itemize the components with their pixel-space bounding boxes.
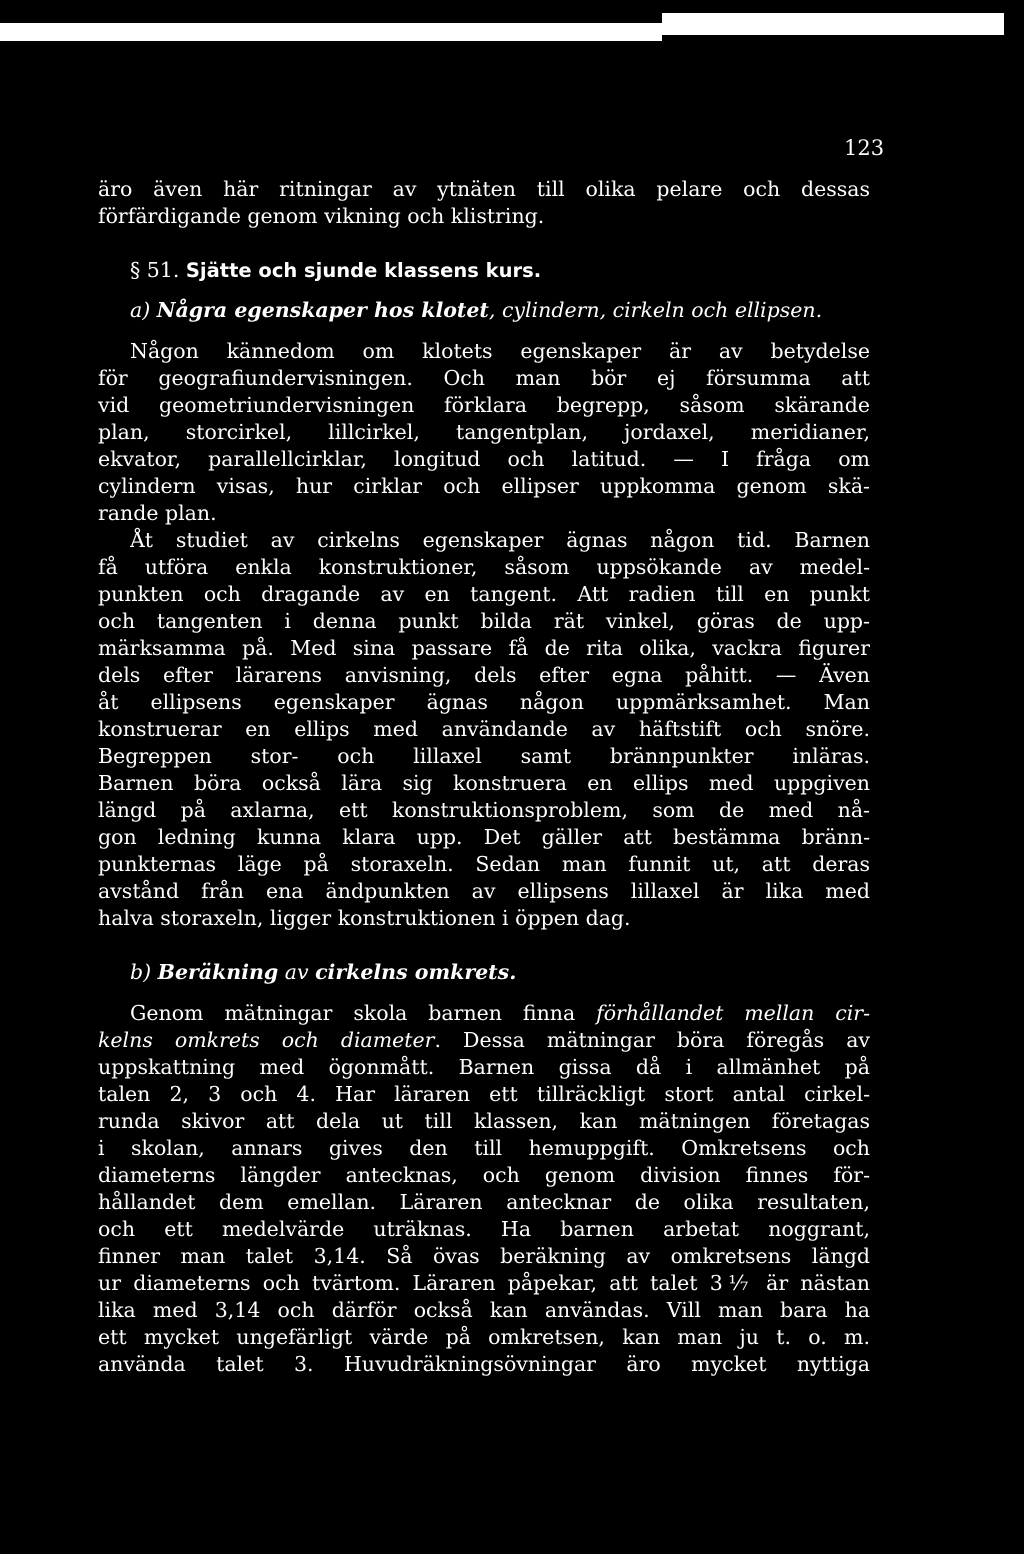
text-line (98, 743, 870, 770)
text-line (98, 365, 870, 392)
text-line (98, 797, 870, 824)
text-segment: ett mycket ungefärligt värde på omkretsen, kan man ju t. o. m. (98, 1325, 870, 1349)
text-segment: märksamma på. Med sina passare få de rita olika, vackra figurer (98, 636, 870, 660)
text-line (98, 905, 870, 932)
text-segment: för geografiundervisningen. Och man bör ej försumma att (98, 366, 870, 390)
text-line (98, 500, 870, 527)
text-segment: Sjätte och sjunde klassens kurs. (185, 259, 542, 282)
scan-border-right (662, 13, 1004, 35)
text-line (98, 824, 870, 851)
text-segment: uppskattning med ögonmått. Barnen gissa då i allmänhet på (98, 1055, 870, 1079)
text-line (98, 1135, 870, 1162)
text-line (98, 176, 870, 203)
text-segment: Någon kännedom om klotets egenskaper är av betydelse (130, 339, 870, 363)
text-line (98, 608, 870, 635)
text-line (98, 1081, 870, 1108)
text-segment: rande plan. (98, 501, 217, 525)
text-line (130, 1000, 870, 1027)
text-line (98, 1189, 870, 1216)
text-line (130, 257, 870, 284)
text-segment: b) (130, 960, 158, 984)
text-segment: cylindern visas, hur cirklar och ellipser uppkomma genom skä- (98, 474, 870, 498)
text-line (98, 446, 870, 473)
text-segment: i skolan, annars gives den till hemuppgift. Omkretsens och (98, 1136, 870, 1160)
text-segment: konstruerar en ellips med användande av häftstift och snöre. (98, 717, 870, 741)
text-line (98, 662, 870, 689)
text-segment: runda skivor att dela ut till klassen, kan mätningen företagas (98, 1109, 870, 1133)
text-line (130, 527, 870, 554)
text-line (98, 473, 870, 500)
text-line (98, 1297, 870, 1324)
text-segment: förhållandet mellan cir- (596, 1001, 870, 1025)
text-line (98, 770, 870, 797)
text-line (98, 689, 870, 716)
text-segment: och ett medelvärde uträknas. Ha barnen arbetat noggrant, (98, 1217, 870, 1241)
text-segment: och tangenten i denna punkt bilda rät vinkel, göras de upp- (98, 609, 870, 633)
text-line (98, 878, 870, 905)
text-line (98, 1027, 870, 1054)
text-line (98, 554, 870, 581)
text-segment: punkten och dragande av en tangent. Att radien till en punkt (98, 582, 870, 606)
page-number: 123 (844, 136, 885, 160)
text-line (130, 338, 870, 365)
text-line (98, 203, 870, 230)
text-segment: , cylindern, cirkeln och ellipsen. (488, 298, 823, 322)
text-line (130, 959, 870, 986)
text-segment: a) (130, 298, 157, 322)
text-line (98, 581, 870, 608)
text-segment: gon ledning kunna klara upp. Det gäller att bestämma bränn- (98, 825, 870, 849)
text-segment: . Dessa mätningar böra föregås av (434, 1028, 870, 1052)
text-segment: Genom mätningar skola barnen finna (130, 1001, 597, 1025)
text-line (98, 1108, 870, 1135)
text-line (98, 1270, 870, 1297)
text-line (98, 1324, 870, 1351)
text-segment: Barnen böra också lära sig konstruera en ellips med uppgiven (98, 771, 870, 795)
text-segment: plan, storcirkel, lillcirkel, tangentplan, jordaxel, meridianer, (98, 420, 870, 444)
text-segment: dels efter lärarens anvisning, dels efter egna påhitt. — Även (98, 663, 870, 687)
text-line (98, 716, 870, 743)
text-segment: få utföra enkla konstruktioner, såsom uppsökande av medel- (98, 555, 870, 579)
text-segment: äro även här ritningar av ytnäten till olika pelare och dessas (98, 177, 870, 201)
text-segment: Beräkning (157, 960, 279, 984)
text-segment: halva storaxeln, ligger konstruktionen i öppen dag. (98, 906, 631, 930)
text-segment: avstånd från ena ändpunkten av ellipsens lillaxel är lika med (98, 879, 870, 903)
text-segment: cirkelns omkrets. (315, 960, 517, 984)
text-segment: åt ellipsens egenskaper ägnas någon uppmärksamhet. Man (98, 690, 870, 714)
text-line (98, 392, 870, 419)
text-segment: förfärdigande genom vikning och klistring. (98, 204, 545, 228)
text-segment: Begreppen stor- och lillaxel samt brännpunkter inläras. (98, 744, 870, 768)
text-line (98, 419, 870, 446)
text-segment: lika med 3,14 och därför också kan användas. Vill man bara ha (98, 1298, 870, 1322)
text-line (98, 1216, 870, 1243)
text-segment: hållandet dem emellan. Läraren antecknar de olika resultaten, (98, 1190, 870, 1214)
text-segment: Några egenskaper hos klotet (156, 298, 489, 322)
text-segment: kelns omkrets och diameter (98, 1028, 435, 1052)
text-segment: Åt studiet av cirkelns egenskaper ägnas någon tid. Barnen (130, 528, 870, 552)
text-line (98, 1162, 870, 1189)
text-segment: använda talet 3. Huvudräkningsövningar äro mycket nyttiga (98, 1352, 870, 1376)
scan-border-left (0, 23, 662, 41)
text-line (98, 1351, 870, 1378)
text-segment: finner man talet 3,14. Så övas beräkning av omkretsens längd (98, 1244, 870, 1268)
text-line (130, 297, 870, 324)
text-segment: av (278, 960, 316, 984)
text-segment: ekvator, parallellcirklar, longitud och latitud. — I fråga om (98, 447, 870, 471)
text-line (98, 635, 870, 662)
text-segment: punkternas läge på storaxeln. Sedan man funnit ut, att deras (98, 852, 870, 876)
text-segment: talen 2, 3 och 4. Har läraren ett tillräckligt stort antal cirkel- (98, 1082, 870, 1106)
text-segment: vid geometriundervisningen förklara begrepp, såsom skärande (98, 393, 870, 417)
text-segment: § 51. (130, 258, 186, 282)
text-line (98, 851, 870, 878)
text-segment: ur diameterns och tvärtom. Läraren påpekar, att talet 3⅐ är nästan (98, 1271, 870, 1295)
text-segment: diameterns längder antecknas, och genom division finnes för- (98, 1163, 870, 1187)
text-line (98, 1054, 870, 1081)
text-line (98, 1243, 870, 1270)
text-segment: längd på axlarna, ett konstruktionsproblem, som de med nå- (98, 798, 870, 822)
